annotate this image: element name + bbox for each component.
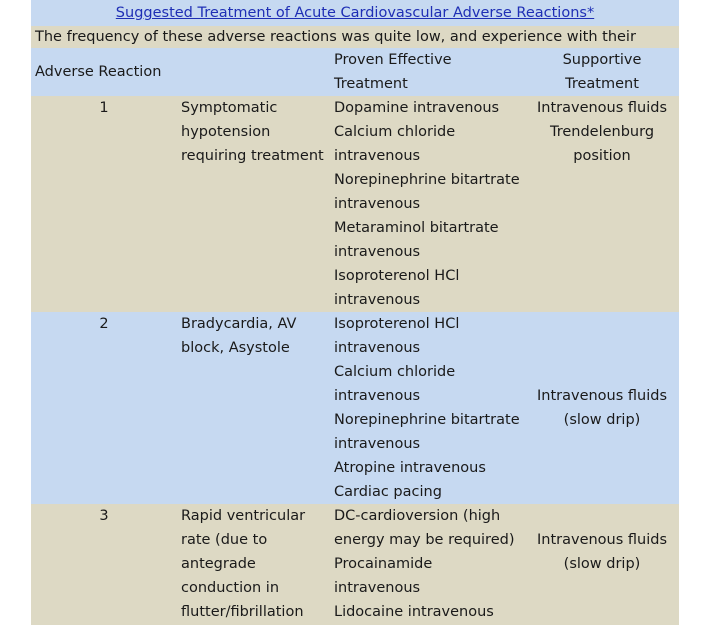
proven-line: Lidocaine intravenous [334, 604, 494, 620]
table-row [31, 312, 679, 504]
proven-line: intravenous [334, 292, 421, 308]
supportive-line: position [573, 148, 631, 164]
reaction-line: flutter/fibrillation [181, 604, 304, 620]
proven-line: DC-cardioversion (high [334, 508, 501, 524]
supportive-line: (slow drip) [563, 412, 641, 428]
supportive-line: (slow drip) [563, 556, 641, 572]
table-title-row [31, 0, 679, 26]
header-supportive-line: Treatment [565, 76, 639, 92]
proven-line: intravenous [334, 196, 421, 212]
row-proven-treatment [334, 312, 534, 504]
proven-line: intravenous [334, 340, 421, 356]
reaction-line: Symptomatic [181, 100, 278, 116]
table-header-row [31, 48, 679, 96]
proven-line: intravenous [334, 244, 421, 260]
proven-line: Isoproterenol HCl [334, 268, 460, 284]
proven-line: intravenous [334, 148, 421, 164]
proven-line: Norepinephrine bitartrate [334, 412, 520, 428]
reaction-line: Rapid ventricular [181, 508, 306, 524]
proven-line: Calcium chloride [334, 364, 456, 380]
row-proven-treatment [334, 96, 534, 312]
table-row [31, 504, 679, 625]
reaction-line: conduction in [181, 580, 280, 596]
reaction-line: Bradycardia, AV [181, 316, 297, 332]
reaction-line: block, Asystole [181, 340, 290, 356]
header-proven-line: Proven Effective [334, 52, 452, 68]
proven-line: Norepinephrine bitartrate [334, 172, 520, 188]
proven-line: Isoproterenol HCl [334, 316, 460, 332]
header-supportive-treatment [532, 48, 672, 96]
header-supportive-line: Supportive [562, 52, 642, 68]
header-adverse-reaction: Adverse Reaction [35, 64, 162, 80]
proven-line: intravenous [334, 388, 421, 404]
header-proven-line: Treatment [334, 76, 408, 92]
table-row [31, 96, 679, 312]
adverse-reactions-table [31, 0, 679, 625]
row-number: 2 [99, 316, 109, 332]
supportive-line: Intravenous fluids [536, 100, 668, 116]
supportive-line: Intravenous fluids [536, 532, 668, 548]
header-proven-treatment [334, 48, 534, 96]
row-reaction [181, 504, 331, 624]
row-supportive-treatment [532, 96, 672, 168]
reaction-line: rate (due to [181, 532, 268, 548]
reaction-line: requiring treatment [181, 148, 324, 164]
supportive-line: Intravenous fluids [536, 388, 668, 404]
proven-line: Cardiac pacing [334, 484, 442, 500]
proven-line: energy may be required) [334, 532, 515, 548]
intro-text: The frequency of these adverse reactions was quite low, and experience with their [31, 26, 679, 48]
row-number: 1 [99, 100, 109, 116]
proven-line: Calcium chloride [334, 124, 456, 140]
row-reaction [181, 96, 331, 168]
proven-line: Dopamine intravenous [334, 100, 500, 116]
supportive-line: Trendelenburg [549, 124, 655, 140]
proven-line: Metaraminol bitartrate [334, 220, 499, 236]
table-title-link[interactable]: Suggested Treatment of Acute Cardiovascular Adverse Reactions* [115, 5, 595, 21]
row-supportive-treatment [532, 384, 672, 432]
reaction-line: hypotension [181, 124, 271, 140]
proven-line: Procainamide [334, 556, 433, 572]
row-supportive-treatment [532, 528, 672, 576]
proven-line: intravenous [334, 436, 421, 452]
reaction-line: antegrade [181, 556, 256, 572]
row-proven-treatment [334, 504, 534, 624]
proven-line: intravenous [334, 580, 421, 596]
proven-line: Atropine intravenous [334, 460, 486, 476]
row-number: 3 [99, 508, 109, 524]
row-reaction [181, 312, 331, 360]
